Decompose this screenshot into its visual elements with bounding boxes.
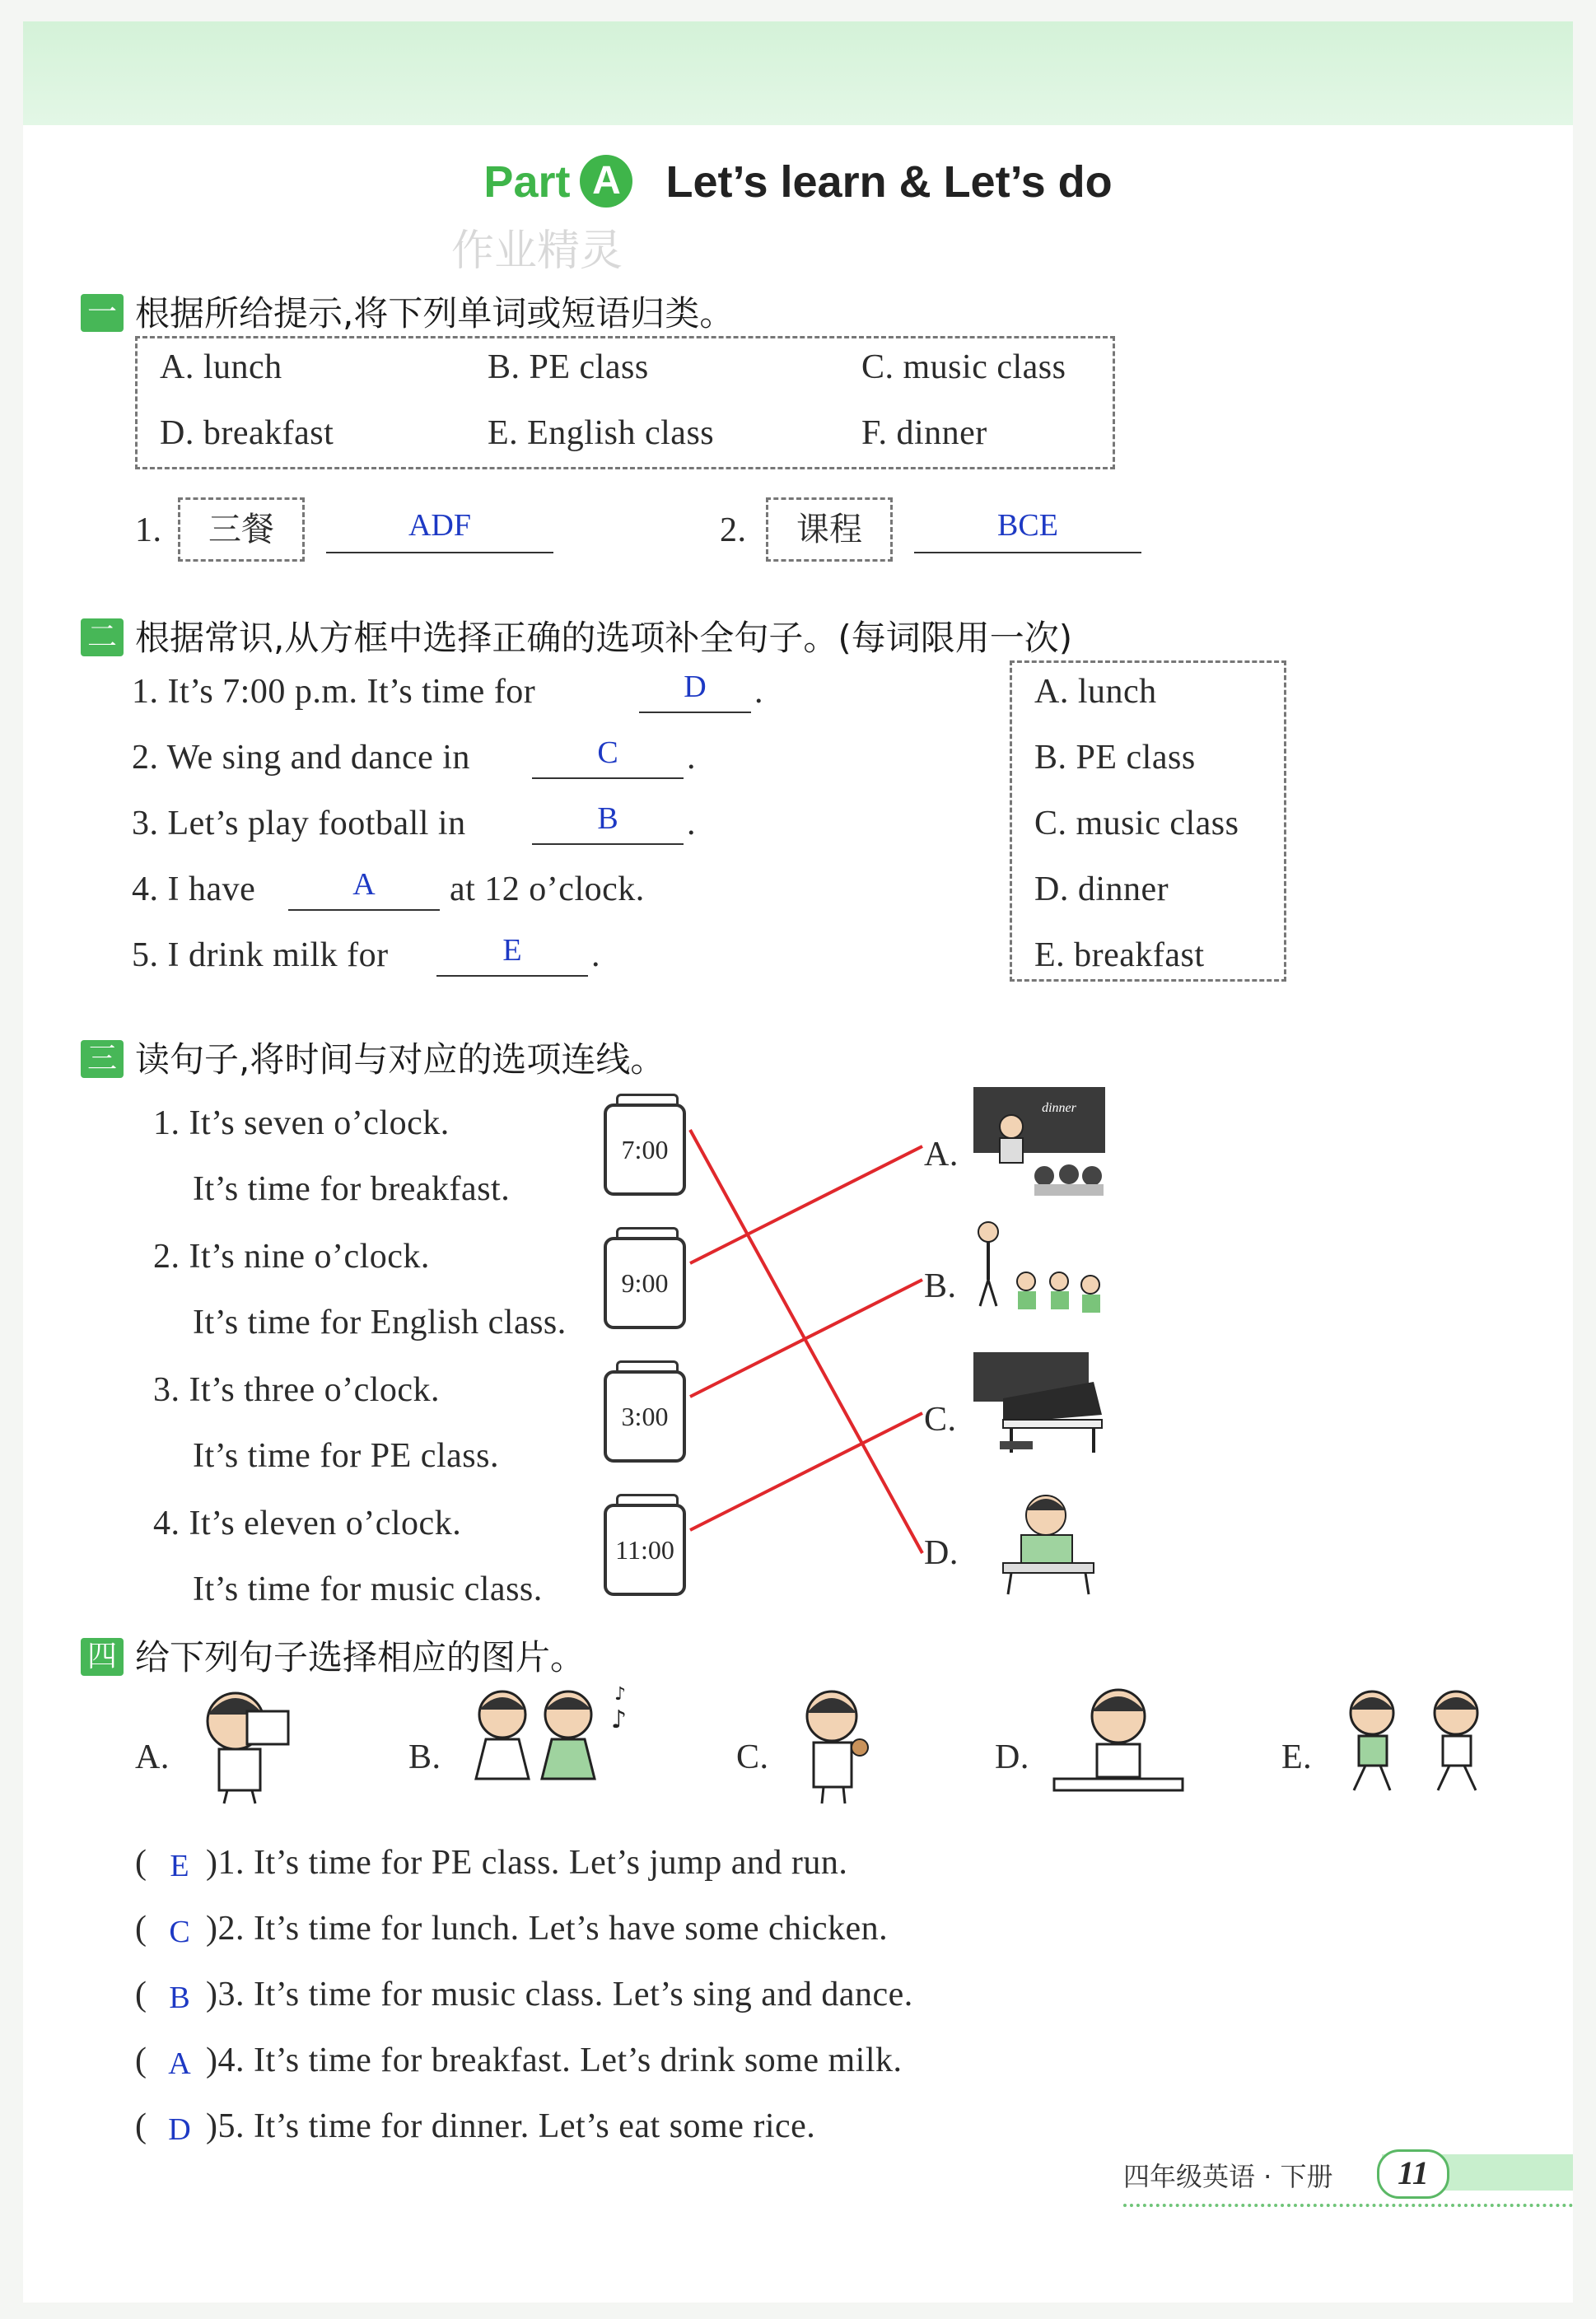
clock-11-00[interactable]: 11:00 — [604, 1504, 686, 1596]
s2-answer1[interactable]: D — [684, 670, 707, 704]
picture-eating-rice[interactable] — [1048, 1682, 1188, 1805]
s4-item4-text: )4. It’s time for breakfast. Let’s drink some milk. — [206, 2041, 903, 2079]
matching-lines — [23, 21, 1573, 1751]
s3-item2-line1: 2. It’s nine o’clock. — [153, 1238, 430, 1276]
match-line-3-00-to-b — [690, 1280, 922, 1397]
match-line-9-00-to-a — [690, 1146, 922, 1263]
s4-item2-paren: ( — [135, 1910, 147, 1948]
page-number: 11 — [1377, 2149, 1449, 2199]
s4-item3-text: )3. It’s time for music class. Let’s sing and dance. — [206, 1976, 913, 2013]
s2-sentence1-before: 1. It’s 7:00 p.m. It’s time for — [132, 673, 536, 711]
s3-item4-line1: 4. It’s eleven o’clock. — [153, 1505, 462, 1542]
s2-sentence1-after: . — [754, 673, 763, 711]
s4-item4-paren: ( — [135, 2041, 147, 2079]
svg-text:♪: ♪ — [614, 1684, 627, 1705]
clock-3-00[interactable]: 3:00 — [604, 1370, 686, 1463]
picture-jumping-running[interactable] — [1332, 1682, 1497, 1805]
s2-sentence3-before: 3. Let’s play football in — [132, 805, 466, 842]
s3-item1-line1: 1. It’s seven o’clock. — [153, 1104, 450, 1142]
s4-picture-d-label: D. — [995, 1738, 1029, 1776]
s4-answer3[interactable]: B — [169, 1981, 190, 2015]
workbook-page — [23, 21, 1573, 2303]
dinner-board-text: dinner — [1042, 1101, 1076, 1115]
section2-instruction: 根据常识,从方框中选择正确的选项补全句子。(每词限用一次) — [135, 618, 1073, 658]
section2-badge: 二 — [81, 618, 124, 656]
s2-option-a: A. lunch — [1034, 673, 1157, 711]
s4-answer5[interactable]: D — [168, 2112, 191, 2147]
s3-item3-line2: It’s time for PE class. — [193, 1437, 499, 1475]
s1-answer2[interactable]: BCE — [997, 508, 1058, 543]
s2-option-c: C. music class — [1034, 805, 1239, 842]
s2-answer2[interactable]: C — [597, 735, 618, 770]
s4-item1-paren: ( — [135, 1844, 147, 1882]
title-part-letter: A — [580, 155, 632, 208]
s1-category-meals: 三餐 — [178, 497, 305, 562]
picture-singing-dancing[interactable] — [453, 1682, 634, 1805]
s2-sentence5-after: . — [591, 936, 600, 974]
s3-picture-a-label: A. — [924, 1136, 959, 1173]
s1-category-classes: 课程 — [766, 497, 893, 562]
s2-sentence4-before: 4. I have — [132, 870, 256, 908]
s2-sentence3-after: . — [687, 805, 696, 842]
s1-option-a: A. lunch — [160, 348, 282, 386]
s2-answer3[interactable]: B — [597, 801, 618, 836]
s2-sentence4-after: at 12 o’clock. — [450, 870, 645, 908]
s4-item2-text: )2. It’s time for lunch. Let’s have some chicken. — [206, 1910, 889, 1948]
svg-text:♪: ♪ — [611, 1705, 628, 1734]
s1-option-c: C. music class — [861, 348, 1066, 386]
s3-picture-d-label: D. — [924, 1534, 959, 1572]
picture-drinking-milk[interactable] — [186, 1682, 301, 1805]
s1-option-f: F. dinner — [861, 414, 987, 452]
s1-option-b: B. PE class — [488, 348, 649, 386]
clock-7-00[interactable]: 7:00 — [604, 1104, 686, 1196]
section4-header — [81, 1631, 585, 1680]
s4-item5-paren: ( — [135, 2107, 147, 2145]
footer-book-name: 四年级英语 · 下册 — [1123, 2161, 1333, 2192]
picture-eating-chicken[interactable] — [781, 1682, 896, 1805]
s1-item2-num: 2. — [720, 511, 747, 549]
s2-sentence5-before: 5. I drink milk for — [132, 936, 389, 974]
s3-item3-line1: 3. It’s three o’clock. — [153, 1371, 441, 1409]
s4-item5-text: )5. It’s time for dinner. Let’s eat some rice. — [206, 2107, 816, 2145]
s2-option-e: E. breakfast — [1034, 936, 1205, 974]
s1-option-e: E. English class — [488, 414, 715, 452]
s3-item2-line2: It’s time for English class. — [193, 1304, 567, 1341]
s2-option-b: B. PE class — [1034, 739, 1196, 777]
s4-picture-e-label: E. — [1281, 1738, 1313, 1776]
s3-picture-c-label: C. — [924, 1401, 957, 1439]
section4-badge: 四 — [81, 1638, 124, 1676]
section3-badge: 三 — [81, 1040, 124, 1078]
s2-option-d: D. dinner — [1034, 870, 1169, 908]
s4-answer4[interactable]: A — [168, 2046, 191, 2081]
section1-instruction: 根据所给提示,将下列单词或短语归类。 — [135, 293, 735, 334]
title-main: Let’s learn & Let’s do — [665, 157, 1113, 207]
s2-sentence2-after: . — [687, 739, 696, 777]
s2-answer4[interactable]: A — [352, 867, 376, 902]
s4-picture-c-label: C. — [736, 1738, 769, 1776]
section3-instruction: 读句子,将时间与对应的选项连线。 — [135, 1039, 665, 1080]
footer-dotted-line — [1123, 2204, 1573, 2207]
section1-badge: 一 — [81, 294, 124, 332]
s1-option-d: D. breakfast — [160, 414, 334, 452]
clock-9-00[interactable]: 9:00 — [604, 1237, 686, 1329]
s3-item1-line2: It’s time for breakfast. — [193, 1170, 511, 1208]
s4-item3-paren: ( — [135, 1976, 147, 2013]
watermark: 作业精灵 — [451, 226, 623, 276]
s4-answer2[interactable]: C — [169, 1915, 190, 1949]
s1-item1-num: 1. — [135, 511, 162, 549]
s2-answer5[interactable]: E — [502, 933, 522, 968]
s2-sentence2-before: 2. We sing and dance in — [132, 739, 470, 777]
match-line-7-00-to-d — [690, 1130, 922, 1553]
s3-item4-line2: It’s time for music class. — [193, 1570, 543, 1608]
s4-picture-a-label: A. — [135, 1738, 170, 1776]
title-part-word: Part — [483, 157, 571, 207]
s4-answer1[interactable]: E — [170, 1849, 189, 1883]
s1-answer1[interactable]: ADF — [408, 508, 472, 543]
match-line-11-00-to-c — [690, 1413, 922, 1530]
section4-instruction: 给下列句子选择相应的图片。 — [135, 1637, 586, 1677]
s3-picture-b-label: B. — [924, 1267, 957, 1305]
s4-picture-b-label: B. — [408, 1738, 441, 1776]
s4-item1-text: )1. It’s time for PE class. Let’s jump and run. — [206, 1844, 848, 1882]
